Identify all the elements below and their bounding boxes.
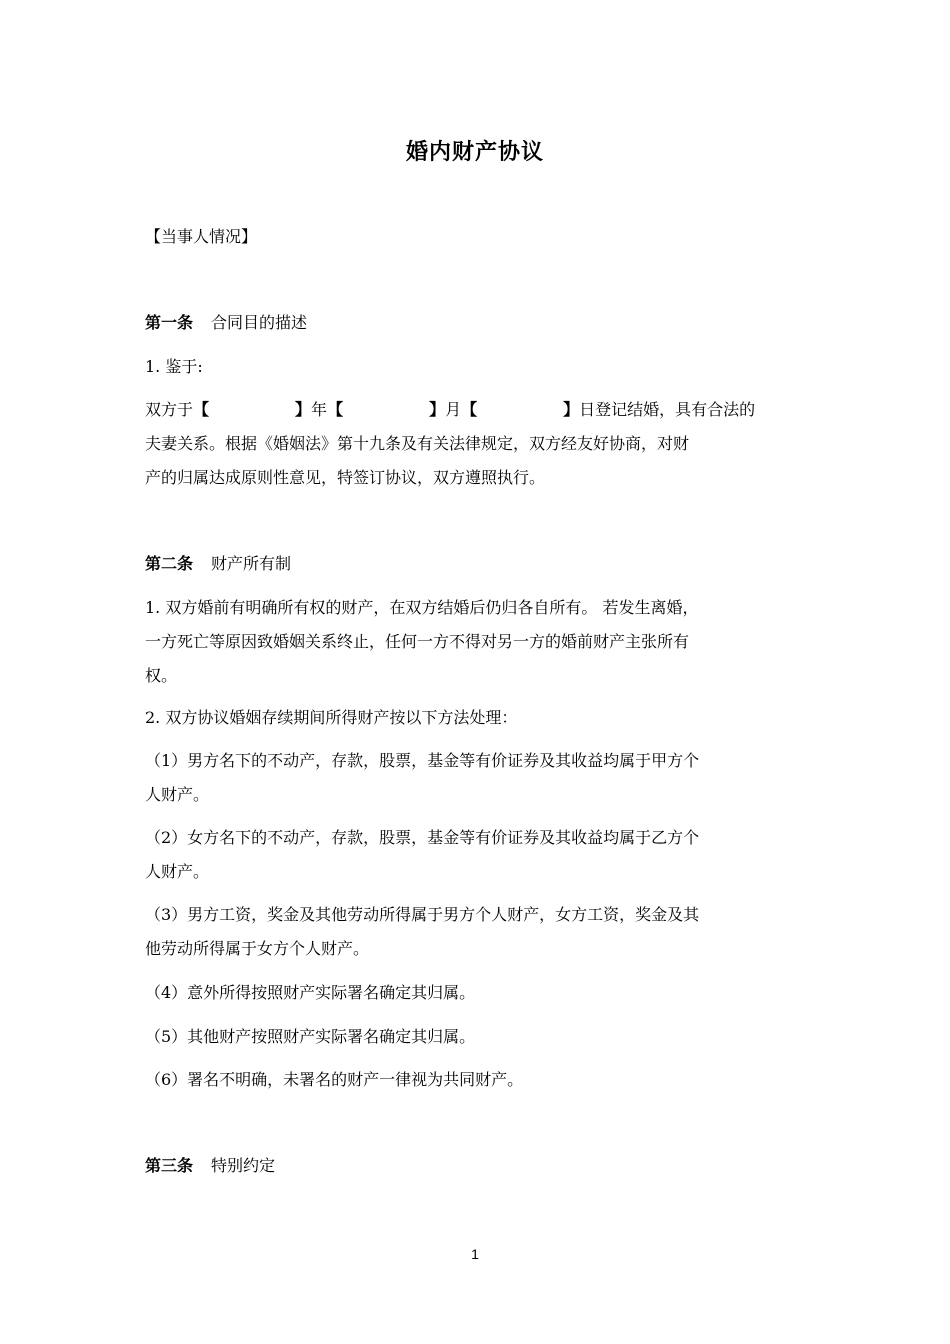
article3-title: 特别约定: [211, 1156, 276, 1175]
document-title: 婚内财产协议: [405, 139, 544, 165]
article2-paragraph1: 1. 双方婚前有明确所有权的财产，在双方结婚后仍归各自所有。 若发生离婚， 一方死亡等原因致婚姻关系终止，任何一方不得对另一方的婚前财产主张所有 权。: [145, 598, 699, 685]
article2-item2: （2）女方名下的不动产，存款，股票，基金等有价证券及其收益均属于乙方个 人财产。: [145, 828, 700, 881]
article3-number: 第三条: [145, 1156, 194, 1175]
marriage-date-line: 双方于【 】年【 】月【 】日登记结婚，具有合法的: [145, 400, 756, 419]
article2-paragraph2: 2. 双方协议婚姻存续期间所得财产按以下方法处理：: [145, 708, 518, 727]
article1-heading: [145, 306, 825, 340]
article2-item3: （3）男方工资，奖金及其他劳动所得属于男方个人财产，女方工资，奖金及其 他劳动所得属于女方个人财产。: [145, 905, 700, 958]
article2-item6: （6）署名不明确，未署名的财产一律视为共同财产。: [145, 1070, 524, 1089]
article1-paragraph: 双方于【 】年【 】月【 】日登记结婚，具有合法的 夫妻关系。根据《婚姻法》第十九条及有关法律规定，双方经友好协商，对财 产的归属达成原则性意见，特签订协议，双方遵照执行。: [145, 393, 825, 495]
article2-title: 财产所有制: [211, 554, 292, 573]
article1-item1: 1. 鉴于:: [145, 357, 203, 376]
article2-item1: （1）男方名下的不动产，存款，股票，基金等有价证券及其收益均属于甲方个 人财产。: [145, 751, 700, 804]
article1-title: 合同目的描述: [211, 313, 308, 332]
article2-item4: （4）意外所得按照财产实际署名确定其归属。: [145, 983, 476, 1002]
article2-heading: [145, 547, 825, 581]
article2-number: 第二条: [145, 554, 194, 573]
article3-heading: [145, 1149, 825, 1183]
page-number: 1: [471, 1246, 479, 1262]
parties-label: 【当事人情况】: [145, 227, 258, 246]
article1-number: 第一条: [145, 313, 194, 332]
article2-item5: （5）其他财产按照财产实际署名确定其归属。: [145, 1027, 476, 1046]
